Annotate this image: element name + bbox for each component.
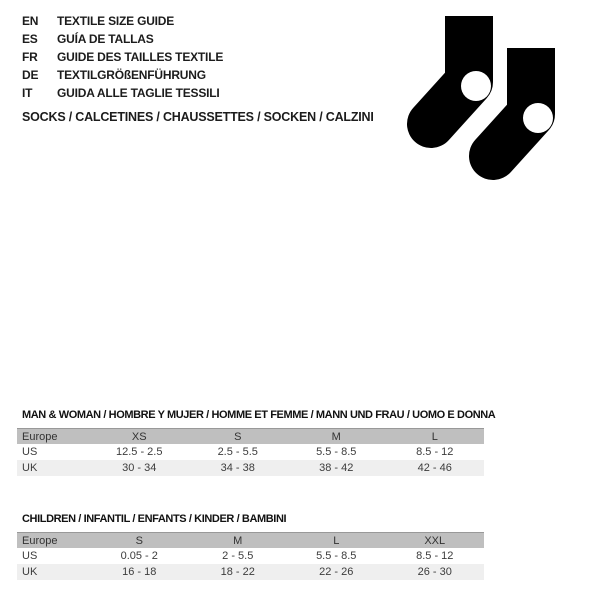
column-header-size: XXL (424, 534, 446, 547)
language-code: DE (22, 68, 39, 82)
table-title-children: CHILDREN / INFANTIL / ENFANTS / KINDER / BAMBINI (22, 513, 287, 525)
language-code: EN (22, 14, 39, 28)
language-row-fr (22, 48, 223, 66)
size-cell: 38 - 42 (319, 462, 354, 474)
column-header-size: M (331, 430, 341, 443)
size-cell: 5.5 - 8.5 (316, 550, 357, 562)
language-row-en (22, 12, 223, 30)
language-code: FR (22, 50, 38, 64)
size-table-man-woman (17, 428, 484, 476)
column-header-size: XS (131, 430, 147, 443)
table-row-uk (17, 460, 484, 476)
size-cell: 8.5 - 12 (416, 446, 454, 458)
children-size-section (17, 510, 484, 580)
size-cell: 18 - 22 (220, 566, 255, 578)
guide-title-de: TEXTILGRÖßENFÜHRUNG (57, 68, 206, 82)
size-table-children (17, 532, 484, 580)
size-cell: 26 - 30 (417, 566, 452, 578)
size-cell: 5.5 - 8.5 (316, 446, 357, 458)
column-header-size: S (135, 534, 143, 547)
language-code: ES (22, 32, 38, 46)
language-title-list (22, 12, 223, 102)
table-title-man-woman: MAN & WOMAN / HOMBRE Y MUJER / HOMME ET FEMME / MANN UND FRAU / UOMO E DONNA (22, 409, 496, 421)
size-cell: 34 - 38 (220, 462, 255, 474)
size-cell: 2.5 - 5.5 (217, 446, 258, 458)
socks-icon (407, 16, 557, 182)
size-cell: 12.5 - 2.5 (116, 446, 163, 458)
guide-title-fr: GUIDE DES TAILLES TEXTILE (57, 50, 224, 64)
size-cell: 0.05 - 2 (120, 550, 158, 562)
guide-title-es: GUÍA DE TALLAS (57, 32, 154, 46)
size-cell: 8.5 - 12 (416, 550, 454, 562)
header-row (17, 429, 484, 445)
size-cell: 2 - 5.5 (222, 550, 254, 562)
man-woman-size-section (17, 406, 496, 476)
language-row-es (22, 30, 223, 48)
language-row-it (22, 84, 223, 102)
size-cell: 42 - 46 (417, 462, 452, 474)
size-cell: 22 - 26 (319, 566, 354, 578)
language-code: IT (22, 86, 33, 100)
sock-front (493, 48, 555, 156)
table-row-uk (17, 564, 484, 580)
table-row-us (17, 548, 484, 564)
size-cell: 16 - 18 (122, 566, 157, 578)
table-row-us (17, 444, 484, 460)
column-header-size: L (431, 430, 438, 443)
region-cell: UK (22, 566, 38, 578)
column-header-region: Europe (22, 430, 58, 443)
category-heading: SOCKS / CALCETINES / CHAUSSETTES / SOCKEN / CALZINI (22, 110, 374, 124)
column-header-region: Europe (22, 534, 58, 547)
column-header-size: S (234, 430, 242, 443)
column-header-size: L (333, 534, 340, 547)
guide-title-it: GUIDA ALLE TAGLIE TESSILI (57, 86, 220, 100)
size-cell: 30 - 34 (122, 462, 157, 474)
region-cell: US (22, 550, 38, 562)
sock-back (431, 16, 493, 124)
language-row-de (22, 66, 223, 84)
column-header-size: M (233, 534, 243, 547)
region-cell: UK (22, 462, 38, 474)
header-row (17, 533, 484, 549)
guide-title-en: TEXTILE SIZE GUIDE (57, 14, 175, 28)
region-cell: US (22, 446, 38, 458)
